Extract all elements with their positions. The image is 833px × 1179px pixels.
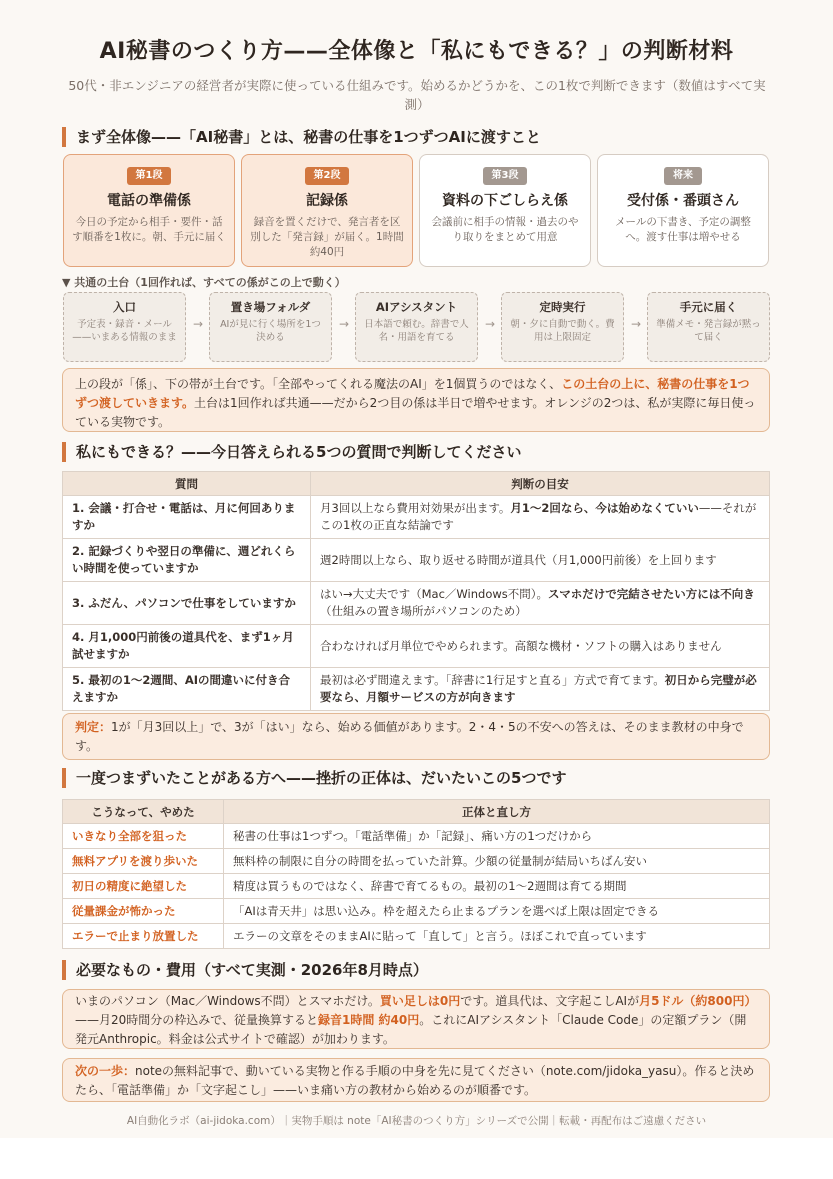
- cost-highlight: 月5ドル（約800円）: [639, 994, 757, 1008]
- foundation-box-schedule: [501, 292, 624, 362]
- arrow-right-icon: →: [630, 317, 642, 331]
- section-heading-costs: 必要なもの・費用（すべて実測・2026年8月時点）: [62, 960, 772, 980]
- table-row: [63, 874, 770, 899]
- cause-cell: 初日の精度に絶望した: [63, 874, 224, 899]
- answer-text: 週2時間以上なら、取り返せる時間が道具代（月1,000円前後）を上回ります: [320, 552, 717, 567]
- cost-text: 。これにAIアシスタント「Claude Code」の定額プラン（開発元Anthropic。料金は公式サイトで確認）が加わります。: [75, 1013, 747, 1046]
- answer-bold: スマホだけで完結させたい方には不向き: [548, 587, 755, 601]
- cost-highlight: 買い足しは0円: [379, 994, 461, 1008]
- answer-text: はい→大丈夫です（Mac／Windows不問）。: [320, 587, 549, 601]
- foundation-title: 手元に届く: [679, 300, 738, 314]
- fix-cell: 無料枠の制限に自分の時間を払っていた計算。少額の従量制が結局いちばん安い: [224, 849, 770, 874]
- section-heading-check: 私にもできる？——今日答えられる5つの質問で判断してください: [62, 442, 772, 462]
- section-heading-overview: まず全体像——「AI秘書」とは、秘書の仕事を1つずつAIに渡すこと: [62, 127, 772, 147]
- foundation-title: 入口: [113, 300, 136, 314]
- note-text: 土台は1回作れば共通——だから2つ目の係は半日で増やせます。オレンジの2つは、私が実際に毎日使っている実物です。: [75, 396, 756, 429]
- verdict-text: 1が「月3回以上」で、3が「はい」なら、始める価値があります。2・4・5の不安への答えは、そのまま教材の中身です。: [75, 720, 744, 753]
- foundation-title: 置き場フォルダ: [230, 300, 311, 314]
- arrow-right-icon: →: [338, 317, 350, 331]
- page-title: AI秘書のつくり方——全体像と「私にもできる？」の判断材料: [99, 39, 734, 64]
- stage-desc: 録音を置くだけで、発言者を区別した「発言録」が届く。1時間約40円: [250, 216, 404, 258]
- table-row: [63, 539, 770, 582]
- table-row: [63, 924, 770, 949]
- stage-card-3: [419, 154, 591, 267]
- question-cell: 1. 会議・打合せ・電話は、月に何回ありますか: [63, 496, 311, 539]
- stage-desc: メールの下書き、予定の調整へ。渡す仕事は増やせる: [615, 216, 751, 243]
- costs-note: [62, 989, 770, 1049]
- answer-text: 合わなければ月単位でやめられます。高額な機材・ソフトの購入はありません: [320, 638, 722, 653]
- answer-cell: [311, 539, 770, 582]
- column-header: こうなって、やめた: [63, 800, 224, 824]
- check-table: [62, 471, 770, 711]
- answer-bold: 初日から完璧が必要なら、月額サービスの方が向きます: [320, 673, 757, 704]
- stage-badge: 第2段: [305, 167, 350, 185]
- next-step-text: noteの無料記事で、動いている実物と作る手順の中身を先に見てください（note.com/jidoka_yasu）。作ると決めたら、「電話準備」か「文字起こし」——いま痛い方の教材から始めるのが順番です。: [75, 1064, 755, 1097]
- fix-cell: 「AIは青天井」は思い込み。枠を超えたら止まるプランを選べば上限は固定できる: [224, 899, 770, 924]
- stage-card-future: [597, 154, 769, 267]
- column-header: 判断の目安: [311, 472, 770, 496]
- next-step-note: [62, 1058, 770, 1102]
- cost-highlight: 録音1時間 約40円: [318, 1013, 420, 1027]
- verdict-label: 判定：: [75, 720, 112, 734]
- cause-cell: いきなり全部を狙った: [63, 824, 224, 849]
- foundation-desc: 朝・夕に自動で動く。費用は上限固定: [510, 319, 615, 343]
- table-row: [63, 668, 770, 711]
- foundation-box-folder: [209, 292, 332, 362]
- note-highlight: この土台の上に、秘書の仕事を1つずつ渡していきます。: [75, 377, 750, 410]
- answer-text: （仕組みの置き場所がパソコンのため）: [320, 604, 527, 618]
- cause-cell: エラーで止まり放置した: [63, 924, 224, 949]
- footer: AI自動化ラボ（ai-jidoka.com）｜実物手順は note「AI秘書のつくり方」シリーズで公開｜転載・再配布はご遠慮ください: [126, 1115, 707, 1127]
- answer-cell: [311, 496, 770, 539]
- cause-cell: 無料アプリを渡り歩いた: [63, 849, 224, 874]
- foundation-desc: 予定表・録音・メール——いまある情報のまま: [72, 319, 177, 343]
- answer-text: 月3回以上なら費用対効果が出ます。: [320, 501, 511, 515]
- arrow-right-icon: →: [192, 317, 204, 331]
- answer-cell: [311, 625, 770, 668]
- stage-card-1: [63, 154, 235, 267]
- verdict-note: [62, 713, 770, 760]
- stage-badge: 第3段: [483, 167, 528, 185]
- answer-bold: 月1〜2回なら、今は始めなくていい: [510, 501, 699, 515]
- table-row: [63, 824, 770, 849]
- table-header-row: [63, 472, 770, 496]
- cost-text: ——月20時間分の枠込みで、従量換算すると: [75, 1013, 319, 1027]
- table-row: [63, 849, 770, 874]
- arrow-right-icon: →: [484, 317, 496, 331]
- foundation-box-assistant: [355, 292, 478, 362]
- question-cell: 5. 最初の1〜2週間、AIの間違いに付き合えますか: [63, 668, 311, 711]
- column-header: 質問: [63, 472, 311, 496]
- foundation-label: ▼ 共通の土台（1回作れば、すべての係がこの上で動く）: [62, 276, 346, 289]
- foundation-desc: 準備メモ・発言録が黙って届く: [656, 319, 761, 343]
- stage-card-2: [241, 154, 413, 267]
- foundation-box-entrance: [63, 292, 186, 362]
- page-subtitle: 50代・非エンジニアの経営者が実際に使っている仕組みです。始めるかどうかを、この1枚で判断できます（数値はすべて実測）: [68, 78, 766, 112]
- cause-cell: 従量課金が怖かった: [63, 899, 224, 924]
- overview-note: [62, 368, 770, 432]
- table-header-row: [63, 800, 770, 824]
- question-cell: 3. ふだん、パソコンで仕事をしていますか: [63, 582, 311, 625]
- fix-cell: エラーの文章をそのままAIに貼って「直して」と言う。ほぼこれで直っています: [224, 924, 770, 949]
- stage-title: 資料の下ごしらえ係: [442, 193, 568, 209]
- fix-cell: 秘書の仕事は1つずつ。「電話準備」か「記録」、痛い方の1つだけから: [224, 824, 770, 849]
- stage-badge: 将来: [664, 167, 702, 185]
- note-text: 上の段が「係」、下の帯が土台です。「全部やってくれる魔法のAI」を1個買うのではなく、: [75, 377, 562, 391]
- foundation-title: 定時実行: [539, 300, 586, 314]
- column-header: 正体と直し方: [224, 800, 770, 824]
- table-row: [63, 496, 770, 539]
- foundation-title: AIアシスタント: [375, 300, 458, 314]
- stage-title: 記録係: [306, 193, 348, 209]
- foundation-desc: 日本語で頼む。辞書で人名・用語を育てる: [364, 319, 469, 343]
- cost-text: です。道具代は、文字起こしAIが: [460, 994, 640, 1008]
- section-heading-failures: 一度つまずいたことがある方へ——挫折の正体は、だいたいこの5つです: [62, 768, 772, 788]
- stage-title: 電話の準備係: [107, 193, 191, 209]
- next-step-label: 次の一歩：: [75, 1064, 136, 1078]
- table-row: [63, 582, 770, 625]
- answer-text: 最初は必ず間違えます。「辞書に1行足すと直る」方式で育てます。: [320, 673, 665, 687]
- fix-cell: 精度は買うものではなく、辞書で育てるもの。最初の1〜2週間は育てる期間: [224, 874, 770, 899]
- foundation-desc: AIが見に行く場所を1つ決める: [220, 319, 321, 343]
- cost-text: いまのパソコン（Mac／Windows不問）とスマホだけ。: [75, 994, 380, 1008]
- answer-cell: [311, 668, 770, 711]
- stage-desc: 会議前に相手の情報・過去のやり取りをまとめて用意: [431, 216, 579, 243]
- question-cell: 2. 記録づくりや翌日の準備に、週どれくらい時間を使っていますか: [63, 539, 311, 582]
- stage-desc: 今日の予定から相手・要件・話す順番を1枚に。朝、手元に届く: [72, 216, 226, 243]
- table-row: [63, 625, 770, 668]
- foundation-box-delivery: [647, 292, 770, 362]
- answer-text: ——それがこの1枚の正直な結論です: [320, 501, 757, 532]
- table-row: [63, 899, 770, 924]
- question-cell: 4. 月1,000円前後の道具代を、まず1ヶ月試せますか: [63, 625, 311, 668]
- answer-cell: [311, 582, 770, 625]
- stage-badge: 第1段: [127, 167, 172, 185]
- stage-title: 受付係・番頭さん: [627, 193, 739, 209]
- failure-table: [62, 799, 770, 949]
